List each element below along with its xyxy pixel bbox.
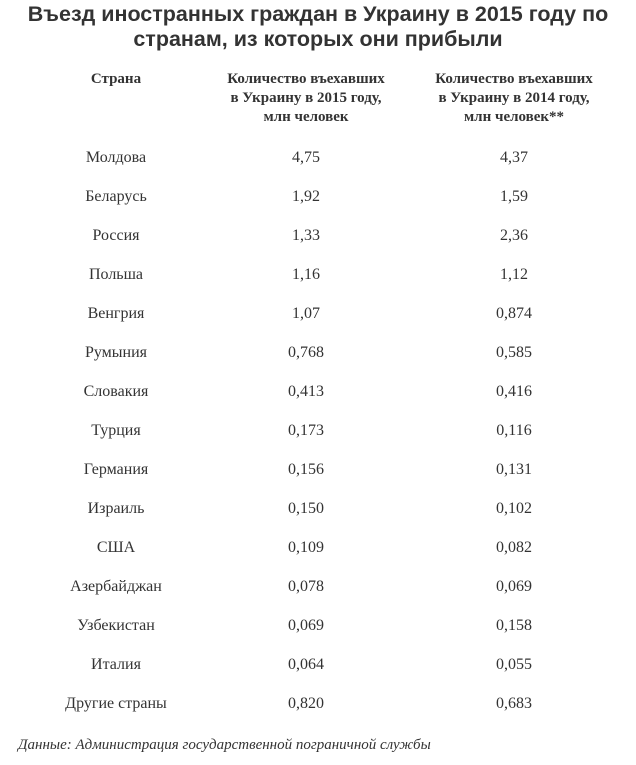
cell-country: Молдова <box>85 149 147 166</box>
table-row <box>16 460 616 499</box>
cell-2015: 1,07 <box>292 305 320 322</box>
cell-country: Словакия <box>83 383 149 400</box>
cell-2014: 0,416 <box>496 383 532 400</box>
cell-country: Израиль <box>87 500 145 517</box>
cell-country: Узбекистан <box>77 617 155 634</box>
cell-2014: 0,683 <box>496 695 532 712</box>
cell-2015: 0,156 <box>288 461 324 478</box>
cell-2015: 4,75 <box>292 149 320 166</box>
cell-country: Другие страны <box>65 695 167 712</box>
table-row <box>16 382 616 421</box>
cell-country: Польша <box>88 266 144 283</box>
cell-2015: 1,92 <box>292 188 320 205</box>
table-row <box>16 304 616 343</box>
cell-2015: 0,078 <box>288 578 324 595</box>
table-row <box>16 499 616 538</box>
page-title: Въезд иностранных граждан в Украину в 2015 году по странам, из которых они прибыли <box>27 2 609 51</box>
cell-2014: 0,069 <box>496 578 532 595</box>
cell-country: Россия <box>92 227 140 244</box>
cell-2015: 0,150 <box>288 500 324 517</box>
header-2014: Количество въехавших в Украину в 2014 году, млн человек** <box>435 71 593 125</box>
cell-2015: 0,064 <box>288 656 324 673</box>
table-row <box>16 226 616 265</box>
cell-2015: 0,173 <box>288 422 324 439</box>
cell-2014: 0,158 <box>496 617 532 634</box>
cell-2015: 1,33 <box>292 227 320 244</box>
table-row <box>16 655 616 694</box>
cell-2015: 0,768 <box>288 344 324 361</box>
cell-country: Германия <box>83 461 149 478</box>
cell-2014: 0,874 <box>496 305 532 322</box>
header-country: Страна <box>90 71 142 87</box>
cell-country: Азербайджан <box>70 578 162 595</box>
cell-country: Румыния <box>84 344 148 361</box>
header-2015: Количество въехавших в Украину в 2015 году, млн человек <box>227 71 385 125</box>
cell-2015: 0,109 <box>288 539 324 556</box>
table-row <box>16 343 616 382</box>
cell-2014: 0,131 <box>496 461 532 478</box>
data-table <box>16 70 616 712</box>
cell-2015: 0,820 <box>288 695 324 712</box>
cell-2014: 0,082 <box>496 539 532 556</box>
table-row <box>16 148 616 187</box>
table-row <box>16 616 616 655</box>
cell-2014: 0,102 <box>496 500 532 517</box>
cell-country: Турция <box>91 422 141 439</box>
table-row <box>16 421 616 460</box>
table-row <box>16 538 616 577</box>
cell-2014: 0,055 <box>496 656 532 673</box>
source-note: Данные: Администрация государственной пограничной службы <box>18 737 431 753</box>
cell-2014: 1,12 <box>500 266 528 283</box>
table-row <box>16 694 616 733</box>
cell-country: Беларусь <box>85 188 147 205</box>
cell-country: Венгрия <box>87 305 145 322</box>
table-row <box>16 265 616 304</box>
cell-2014: 0,116 <box>496 422 532 439</box>
cell-2015: 0,069 <box>288 617 324 634</box>
cell-2014: 4,37 <box>500 149 528 166</box>
cell-2015: 1,16 <box>292 266 320 283</box>
cell-2014: 1,59 <box>500 188 528 205</box>
table-header <box>16 70 616 134</box>
cell-2014: 2,36 <box>500 227 528 244</box>
cell-2015: 0,413 <box>288 383 324 400</box>
table-body <box>16 148 616 733</box>
cell-country: Италия <box>91 656 141 673</box>
cell-country: США <box>96 539 136 556</box>
table-row <box>16 187 616 226</box>
cell-2014: 0,585 <box>496 344 532 361</box>
table-row <box>16 577 616 616</box>
